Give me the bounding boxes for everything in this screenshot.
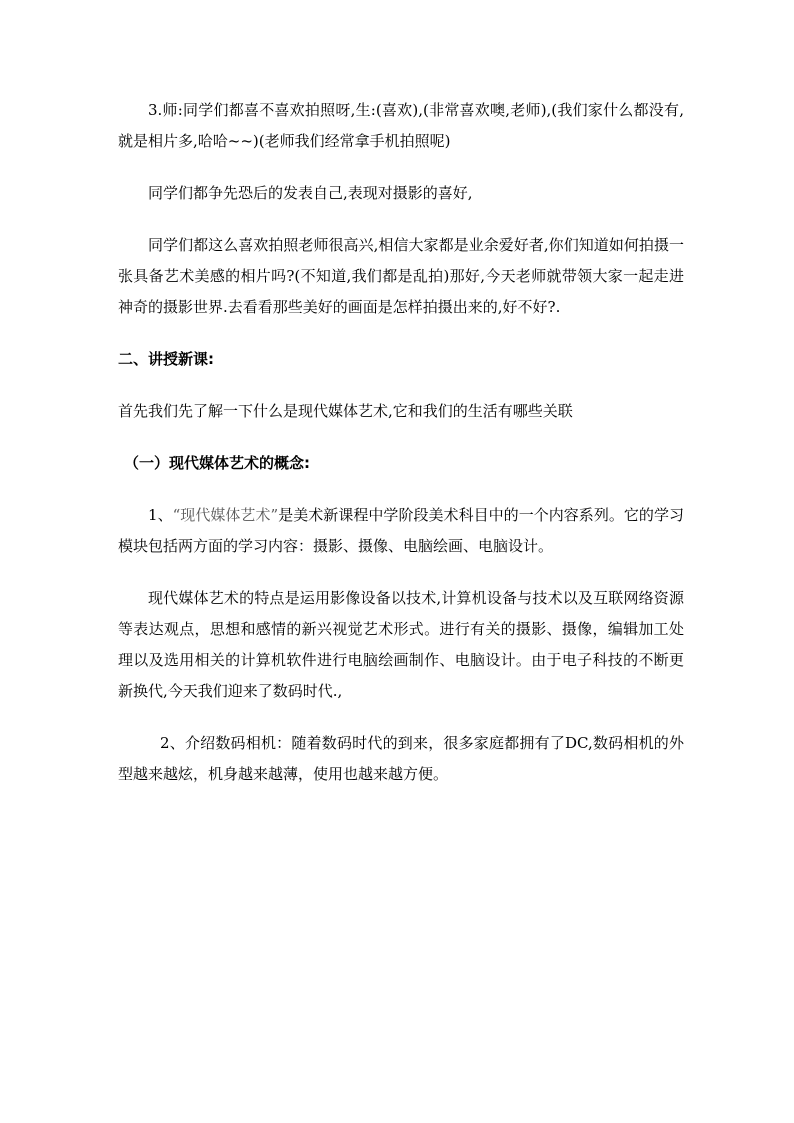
item-number: 1、 xyxy=(148,506,173,524)
paragraph-class-dialogue: 3.师:同学们都喜不喜欢拍照呀,生:(喜欢),(非常喜欢噢,老师),(我们家什么都没有,就是相片多,哈哈~~)(老师我们经常拿手机拍照呢) xyxy=(118,101,684,150)
paragraph-students-respond: 同学们都争先恐后的发表自己,表现对摄影的喜好, xyxy=(148,184,473,202)
paragraph-media-art-definition xyxy=(118,500,684,562)
document-page xyxy=(118,95,684,790)
section-heading-new-lesson: 二、讲授新课: xyxy=(118,350,214,368)
paragraph-media-art-question: 首先我们先了解一下什么是现代媒体艺术,它和我们的生活有哪些关联 xyxy=(118,402,573,420)
paragraph-media-art-features: 现代媒体艺术的特点是运用影像设备以技术,计算机设备与技术以及互联网络资源等表达观点，思想和感情的新兴视觉艺术形式。进行有关的摄影、摄像，编辑加工处理以及选用相关的计算机软件进行电脑绘画制作、电脑设计。由于电子科技的不断更新换代,今天我们迎来了数码时代., xyxy=(118,589,684,700)
quoted-term: “现代媒体艺术” xyxy=(172,506,279,524)
subheading-media-art-concept: （一）现代媒体艺术的概念: xyxy=(124,454,310,472)
paragraph-teacher-intro: 同学们都这么喜欢拍照老师很高兴,相信大家都是业余爱好者,你们知道如何拍摄一张具备艺术美感的相片吗?(不知道,我们都是乱拍)那好,今天老师就带领大家一起走进神奇的摄影世界.去看看那些美好的画面是怎样拍摄出来的,好不好?. xyxy=(118,236,684,316)
definition-text: 是美术新课程中学阶段美术科目中的一个内容系列。它的学习模块包括两方面的学习内容：摄影、摄像、电脑绘画、电脑设计。 xyxy=(118,506,684,555)
paragraph-digital-camera: 2、介绍数码相机：随着数码时代的到来，很多家庭都拥有了DC,数码相机的外型越来越炫，机身越来越薄，使用也越来越方便。 xyxy=(118,734,684,783)
